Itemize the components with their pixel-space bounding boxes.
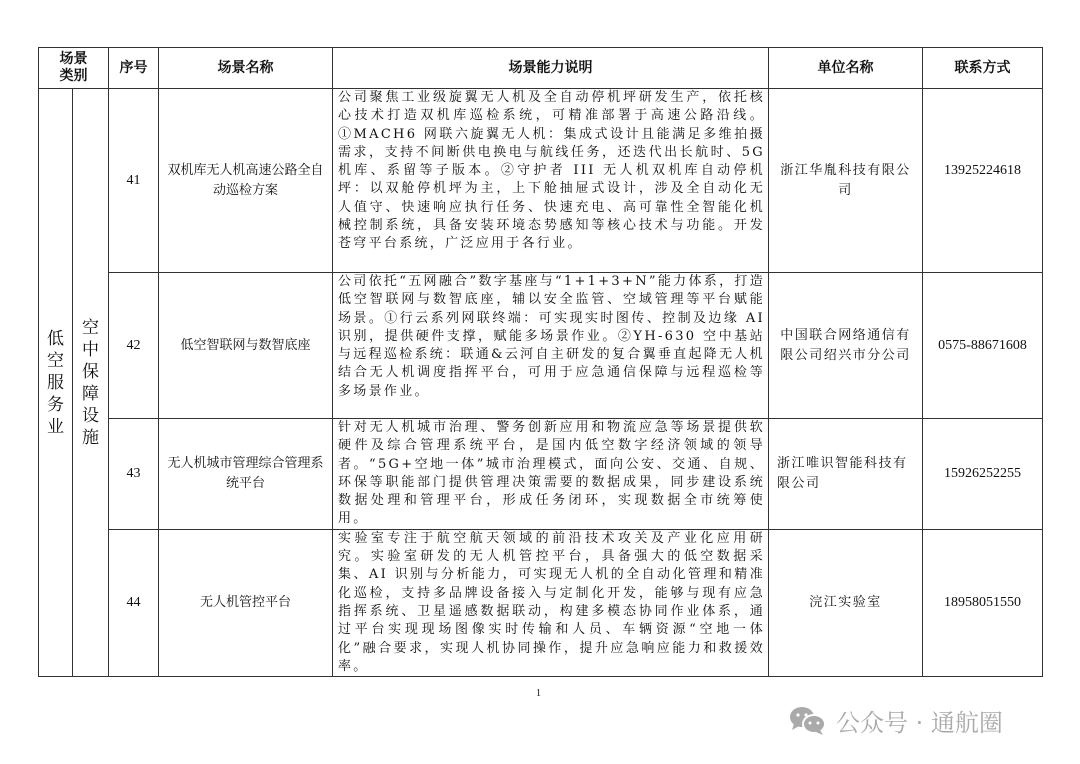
- header-unit: 单位名称: [769, 48, 923, 89]
- contact-phone: 18958051550: [923, 529, 1043, 676]
- table-row: [39, 419, 1043, 530]
- scene-name: 低空智联网与数智底座: [159, 273, 333, 419]
- header-description: 场景能力说明: [333, 48, 769, 89]
- scene-description: 针对无人机城市治理、警务创新应用和物流应急等场景提供软硬件及综合管理系统平台，是国内低空数字经济领域的领导者。“5G+空地一体”城市治理模式，面向公安、交通、自规、环保等职能部门提供管理决策需要的数据成果，同步建设系统数据处理和管理平台，形成任务闭环，实现数据全市统筹使用。: [333, 419, 769, 530]
- scene-name: 无人机管控平台: [159, 529, 333, 676]
- contact-phone: 0575-88671608: [923, 273, 1043, 419]
- contact-phone: 15926252255: [923, 419, 1043, 530]
- table-row: [39, 89, 1043, 273]
- scene-description: 公司聚焦工业级旋翼无人机及全自动停机坪研发生产，依托核心技术打造双机库巡检系统，可精准部署于高速公路沿线。①MACH6 网联六旋翼无人机：集成式设计且能满足多维拍摄需求，支持不间断供电换电与航线任务，还迭代出长航时、5G 机库、系留等子版本。②守护者 III 无人机双机库自动停机坪：以双舱停机坪为主，上下舱抽屉式设计，涉及全自动化无人值守、快速响应执行任务、快速充电、高可靠性全智能化机械控制系统，具备安装环境态势感知等核心技术与功能。开发苍穹平台系统，广泛应用于各行业。: [333, 89, 769, 273]
- header-index: 序号: [109, 48, 159, 89]
- watermark-text: 公众号 · 通航圈: [836, 709, 1003, 737]
- table-row: [39, 529, 1043, 676]
- scene-name: 无人机城市管理综合管理系统平台: [159, 419, 333, 530]
- scene-description: 公司依托“五网融合”数字基座与“1+1+3+N”能力体系，打造低空智联网与数智底座，辅以安全监管、空域管理等平台赋能场景。①行云系列网联终端：可实现实时图传、控制及边缘 AI 识别，提供硬件支撑，赋能多场景作业。②YH-630 空中基站与远程巡检系统：联通&云河自主研发的复合翼垂直起降无人机结合无人机调度指挥平台，可用于应急通信保障与远程巡检等多场景作业。: [333, 273, 769, 419]
- header-category: 场景类别: [39, 48, 109, 89]
- page-number: 1: [536, 688, 541, 699]
- unit-name: 浙江华胤科技有限公司: [769, 89, 923, 273]
- table-header-row: [39, 48, 1043, 89]
- category-primary: 低空服务业: [39, 89, 73, 677]
- scene-name: 双机库无人机高速公路全自动巡检方案: [159, 89, 333, 273]
- row-index: 43: [109, 419, 159, 530]
- header-scene-name: 场景名称: [159, 48, 333, 89]
- unit-name: 中国联合网络通信有限公司绍兴市分公司: [769, 273, 923, 419]
- unit-name: 浙江唯识智能科技有限公司: [769, 419, 923, 530]
- row-index: 42: [109, 273, 159, 419]
- scene-description: 实验室专注于航空航天领域的前沿技术攻关及产业化应用研究。实验室研发的无人机管控平台，具备强大的低空数据采集、AI 识别与分析能力，可实现无人机的全自动化管理和精准化巡检，支持多品牌设备接入与定制化开发，能够与现有应急指挥系统、卫星遥感数据联动，构建多模态协同作业体系，通过平台实现现场图像实时传输和人员、车辆资源“空地一体化”融合要求，实现人机协同操作，提升应急响应能力和救援效率。: [333, 529, 769, 676]
- header-contact: 联系方式: [923, 48, 1043, 89]
- row-index: 44: [109, 529, 159, 676]
- unit-name: 浣江实验室: [769, 529, 923, 676]
- contact-phone: 13925224618: [923, 89, 1043, 273]
- watermark: [788, 703, 1003, 738]
- wechat-icon: [788, 705, 828, 737]
- table-row: [39, 273, 1043, 419]
- category-secondary: 空中保障设施: [73, 89, 109, 677]
- row-index: 41: [109, 89, 159, 273]
- scenario-table: [38, 47, 1043, 677]
